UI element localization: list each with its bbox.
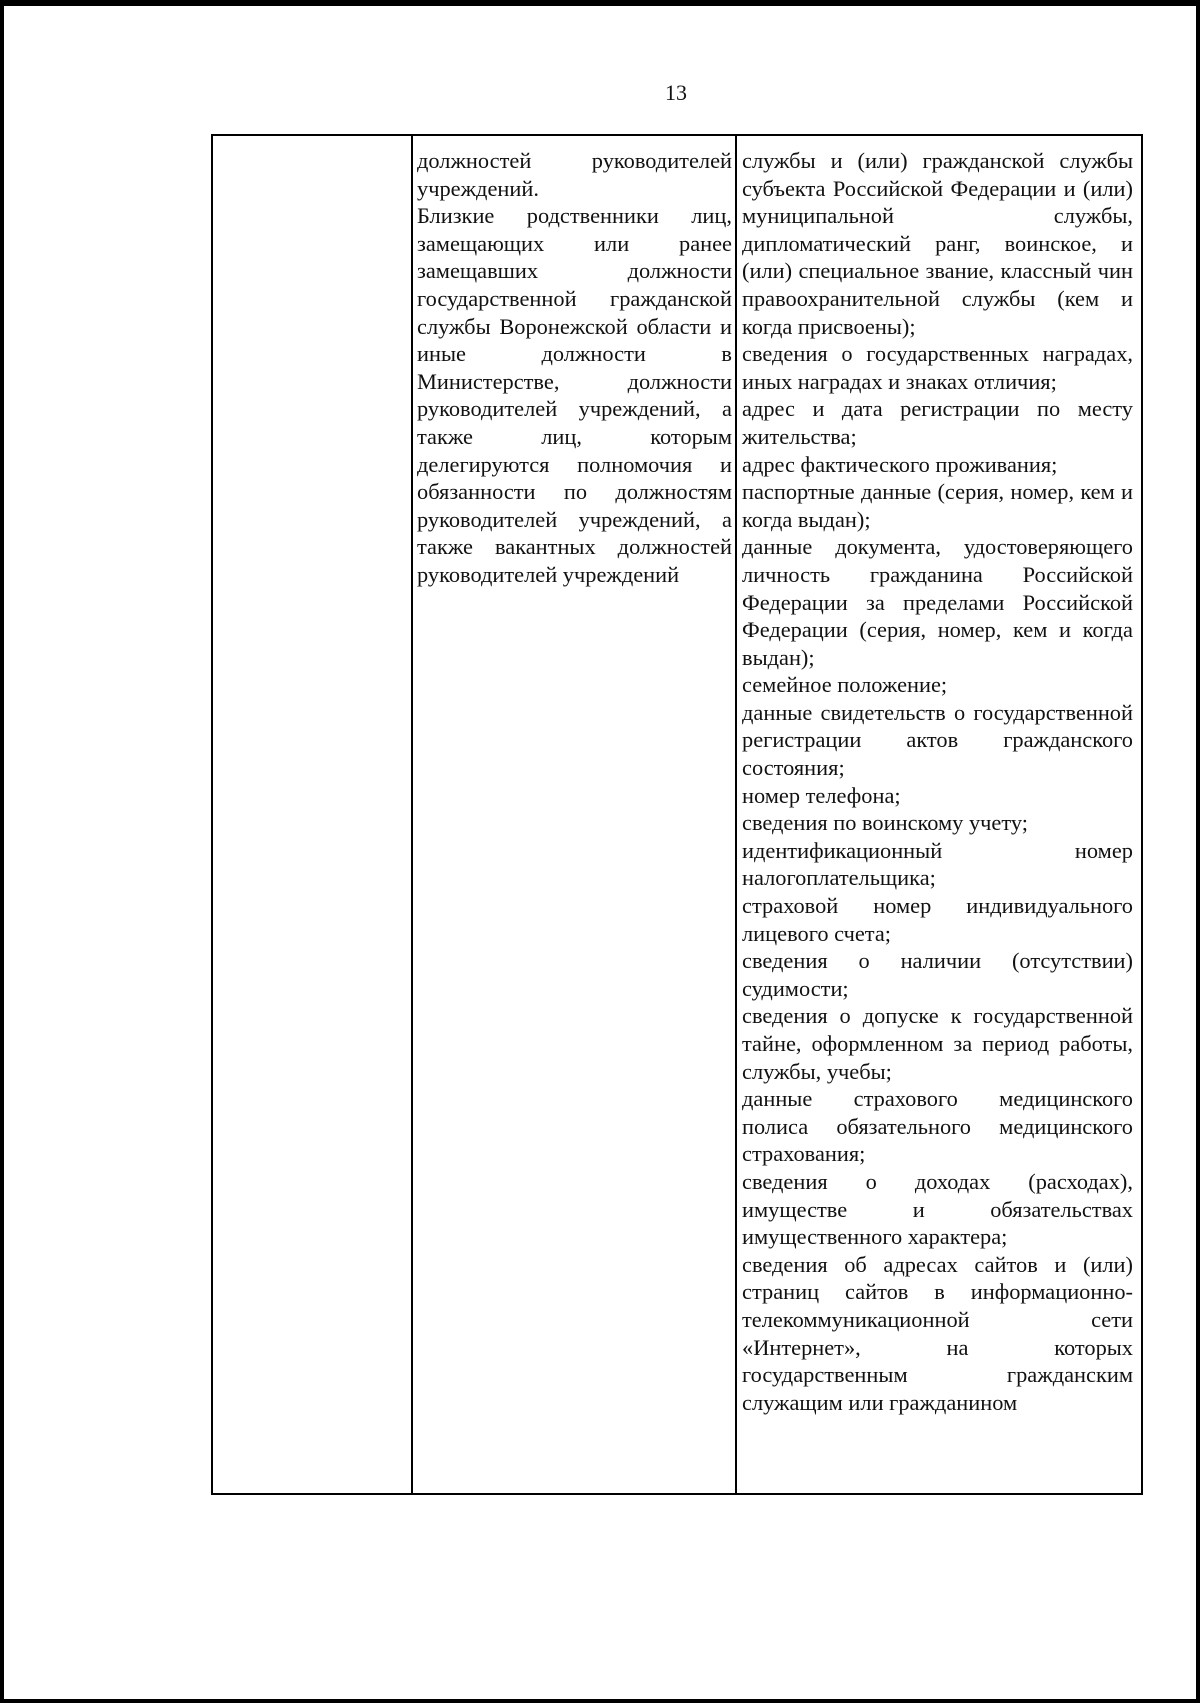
col3-paragraph: семейное положение; [742, 672, 948, 698]
col2-paragraph: Близкие родственники лиц, замещающих или ранее замещавших должности государственной гражданской службы Воронежской области и иные должности в Министерстве, должности руководителей учреждений, а также лиц, которым делегируются полномочия и обязанности по должностям руководителей учреждений, а также вакантных должностей руководителей учреждений [417, 203, 732, 587]
table-cell-col3 [736, 135, 1142, 1494]
col3-paragraph: сведения о государственных наградах, иных наградах и знаках отличия; [742, 341, 1133, 394]
col3-paragraph: адрес и дата регистрации по месту жительства; [742, 396, 1133, 449]
col3-paragraph: данные страхового медицинского полиса обязательного медицинского страхования; [742, 1086, 1133, 1167]
col3-paragraph: данные свидетельств о государственной регистрации актов гражданского состояния; [742, 699, 1133, 781]
document-table [211, 134, 1143, 1495]
col2-paragraph: должностей руководителей учреждений. [417, 148, 732, 201]
col3-paragraph: сведения об адресах сайтов и (или) страниц сайтов в информационно-телекоммуникационной сети «Интернет», на которых государственным гражданским служащим или гражданином [742, 1251, 1133, 1415]
col3-paragraph: адрес фактического проживания; [742, 451, 1058, 477]
table-cell-col1 [212, 135, 412, 1494]
col2-text [413, 136, 735, 589]
col3-paragraph: сведения о наличии (отсутствии) судимости; [742, 948, 1133, 1001]
table-cell-col2 [412, 135, 736, 1494]
col3-paragraph: паспортные данные (серия, номер, кем и когда выдан); [742, 479, 1133, 532]
col3-paragraph: идентификационный номер налогоплательщика; [742, 837, 1133, 891]
col3-paragraph: сведения по воинскому учету; [742, 810, 1028, 836]
col3-paragraph: службы и (или) гражданской службы субъекта Российской Федерации и (или) муниципальной службы, дипломатический ранг, воинское, и (или) специальное звание, классный чин правоохранительной службы (кем и когда присвоены); [742, 148, 1133, 339]
col3-paragraph: страховой номер индивидуального лицевого счета; [742, 893, 1133, 946]
col3-paragraph: номер телефона; [742, 782, 901, 808]
table-row [212, 135, 1142, 1494]
col3-text [737, 136, 1141, 1416]
col3-paragraph: данные документа, удостоверяющего личность гражданина Российской Федерации за пределами Российской Федерации (серия, номер, кем и когда выдан); [742, 534, 1133, 670]
page-number: 13 [665, 80, 687, 105]
col3-paragraph: сведения о допуске к государственной тайне, оформленном за период работы, службы, учебы; [742, 1003, 1133, 1084]
col1-text [213, 136, 411, 147]
col3-paragraph: сведения о доходах (расходах), имуществе и обязательствах имущественного характера; [742, 1168, 1133, 1250]
